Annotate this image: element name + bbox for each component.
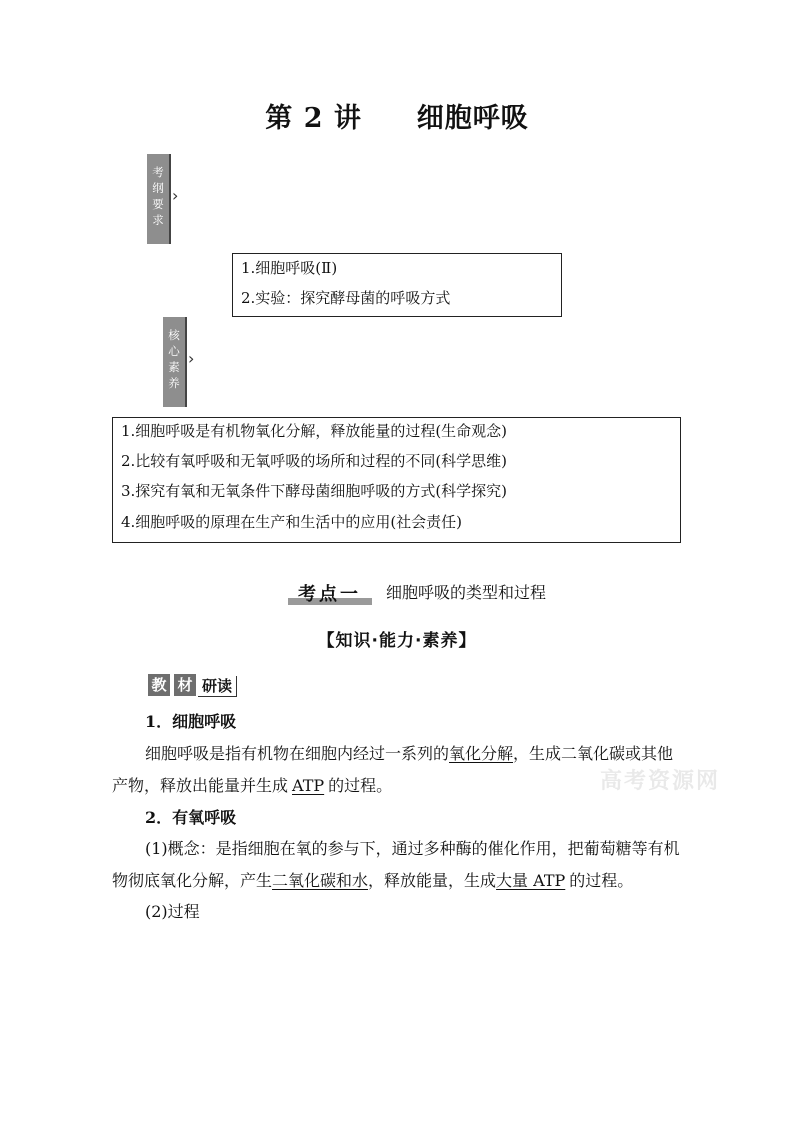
paragraph-3: (2)过程 <box>145 902 200 921</box>
paragraph-1-line-1 <box>145 738 673 770</box>
syllabus-item: 2.实验：探究酵母菌的呼吸方式 <box>241 289 451 307</box>
side-tab-char: 纲 <box>152 181 164 195</box>
key-term: ATP <box>292 776 325 795</box>
text: 产物，释放出能量并生成 <box>112 776 289 795</box>
text: 的过程。 <box>328 776 393 795</box>
literacy-item: 4.细胞呼吸的原理在生产和生活中的应用(社会责任) <box>121 513 463 531</box>
side-tab-char: 求 <box>152 213 164 227</box>
paragraph-2-line-2 <box>112 865 633 897</box>
literacy-box <box>112 417 681 543</box>
side-tab-core-literacy <box>163 317 185 407</box>
text: ，生成二氧化碳或其他 <box>513 744 674 763</box>
key-term: 大量 ATP <box>496 871 566 890</box>
side-tab-char: 核 <box>168 328 180 342</box>
literacy-item: 2.比较有氧呼吸和无氧呼吸的场所和过程的不同(科学思维) <box>121 452 508 470</box>
side-tab-char: 素 <box>168 360 180 374</box>
text: ，释放能量，生成 <box>368 871 497 890</box>
side-tab-syllabus <box>147 154 169 244</box>
side-tab-char: 考 <box>152 165 164 179</box>
side-tab-char: 心 <box>168 344 180 358</box>
chevron-right-icon: › <box>172 186 179 205</box>
text: 细胞呼吸是指有机物在细胞内经过一系列的 <box>145 744 450 763</box>
paragraph-1-line-2 <box>112 770 392 802</box>
jiaocai-label: 研读 <box>198 676 237 697</box>
text: 的过程。 <box>569 871 634 890</box>
jiaocai-char: 材 <box>174 674 196 696</box>
jiaocai-char: 教 <box>148 674 170 696</box>
side-tab-divider <box>185 317 187 407</box>
paragraph-2-line-1: (1)概念：是指细胞在氧的参与下，通过多种酶的催化作用，把葡萄糖等有机 <box>145 839 680 858</box>
lecture-number: 第 2 讲 <box>265 103 362 134</box>
heading-aerobic: 2．有氧呼吸 <box>145 808 237 827</box>
side-tab-char: 要 <box>152 197 164 211</box>
watermark: 高考资源网 <box>600 768 721 794</box>
side-tab-char: 养 <box>168 376 180 390</box>
lecture-topic: 细胞呼吸 <box>416 103 529 134</box>
literacy-item: 1.细胞呼吸是有机物氧化分解，释放能量的过程(生命观念) <box>121 422 508 440</box>
literacy-item: 3.探究有氧和无氧条件下酵母菌细胞呼吸的方式(科学探究) <box>121 482 508 500</box>
key-term: 二氧化碳和水 <box>272 871 369 890</box>
syllabus-box <box>232 253 562 317</box>
side-tab-divider <box>169 154 171 244</box>
kaodian-title: 细胞呼吸的类型和过程 <box>386 583 547 602</box>
page-title <box>0 96 794 135</box>
chevron-right-icon: › <box>188 349 195 368</box>
syllabus-item: 1.细胞呼吸(Ⅱ) <box>241 259 338 277</box>
kaodian-label: 考点一 <box>298 584 361 605</box>
text: 物彻底氧化分解，产生 <box>112 871 273 890</box>
heading-cell-respiration: 1．细胞呼吸 <box>145 712 237 731</box>
section-heading: 【知识·能力·素养】 <box>317 631 477 651</box>
key-term: 氧化分解 <box>449 744 514 763</box>
